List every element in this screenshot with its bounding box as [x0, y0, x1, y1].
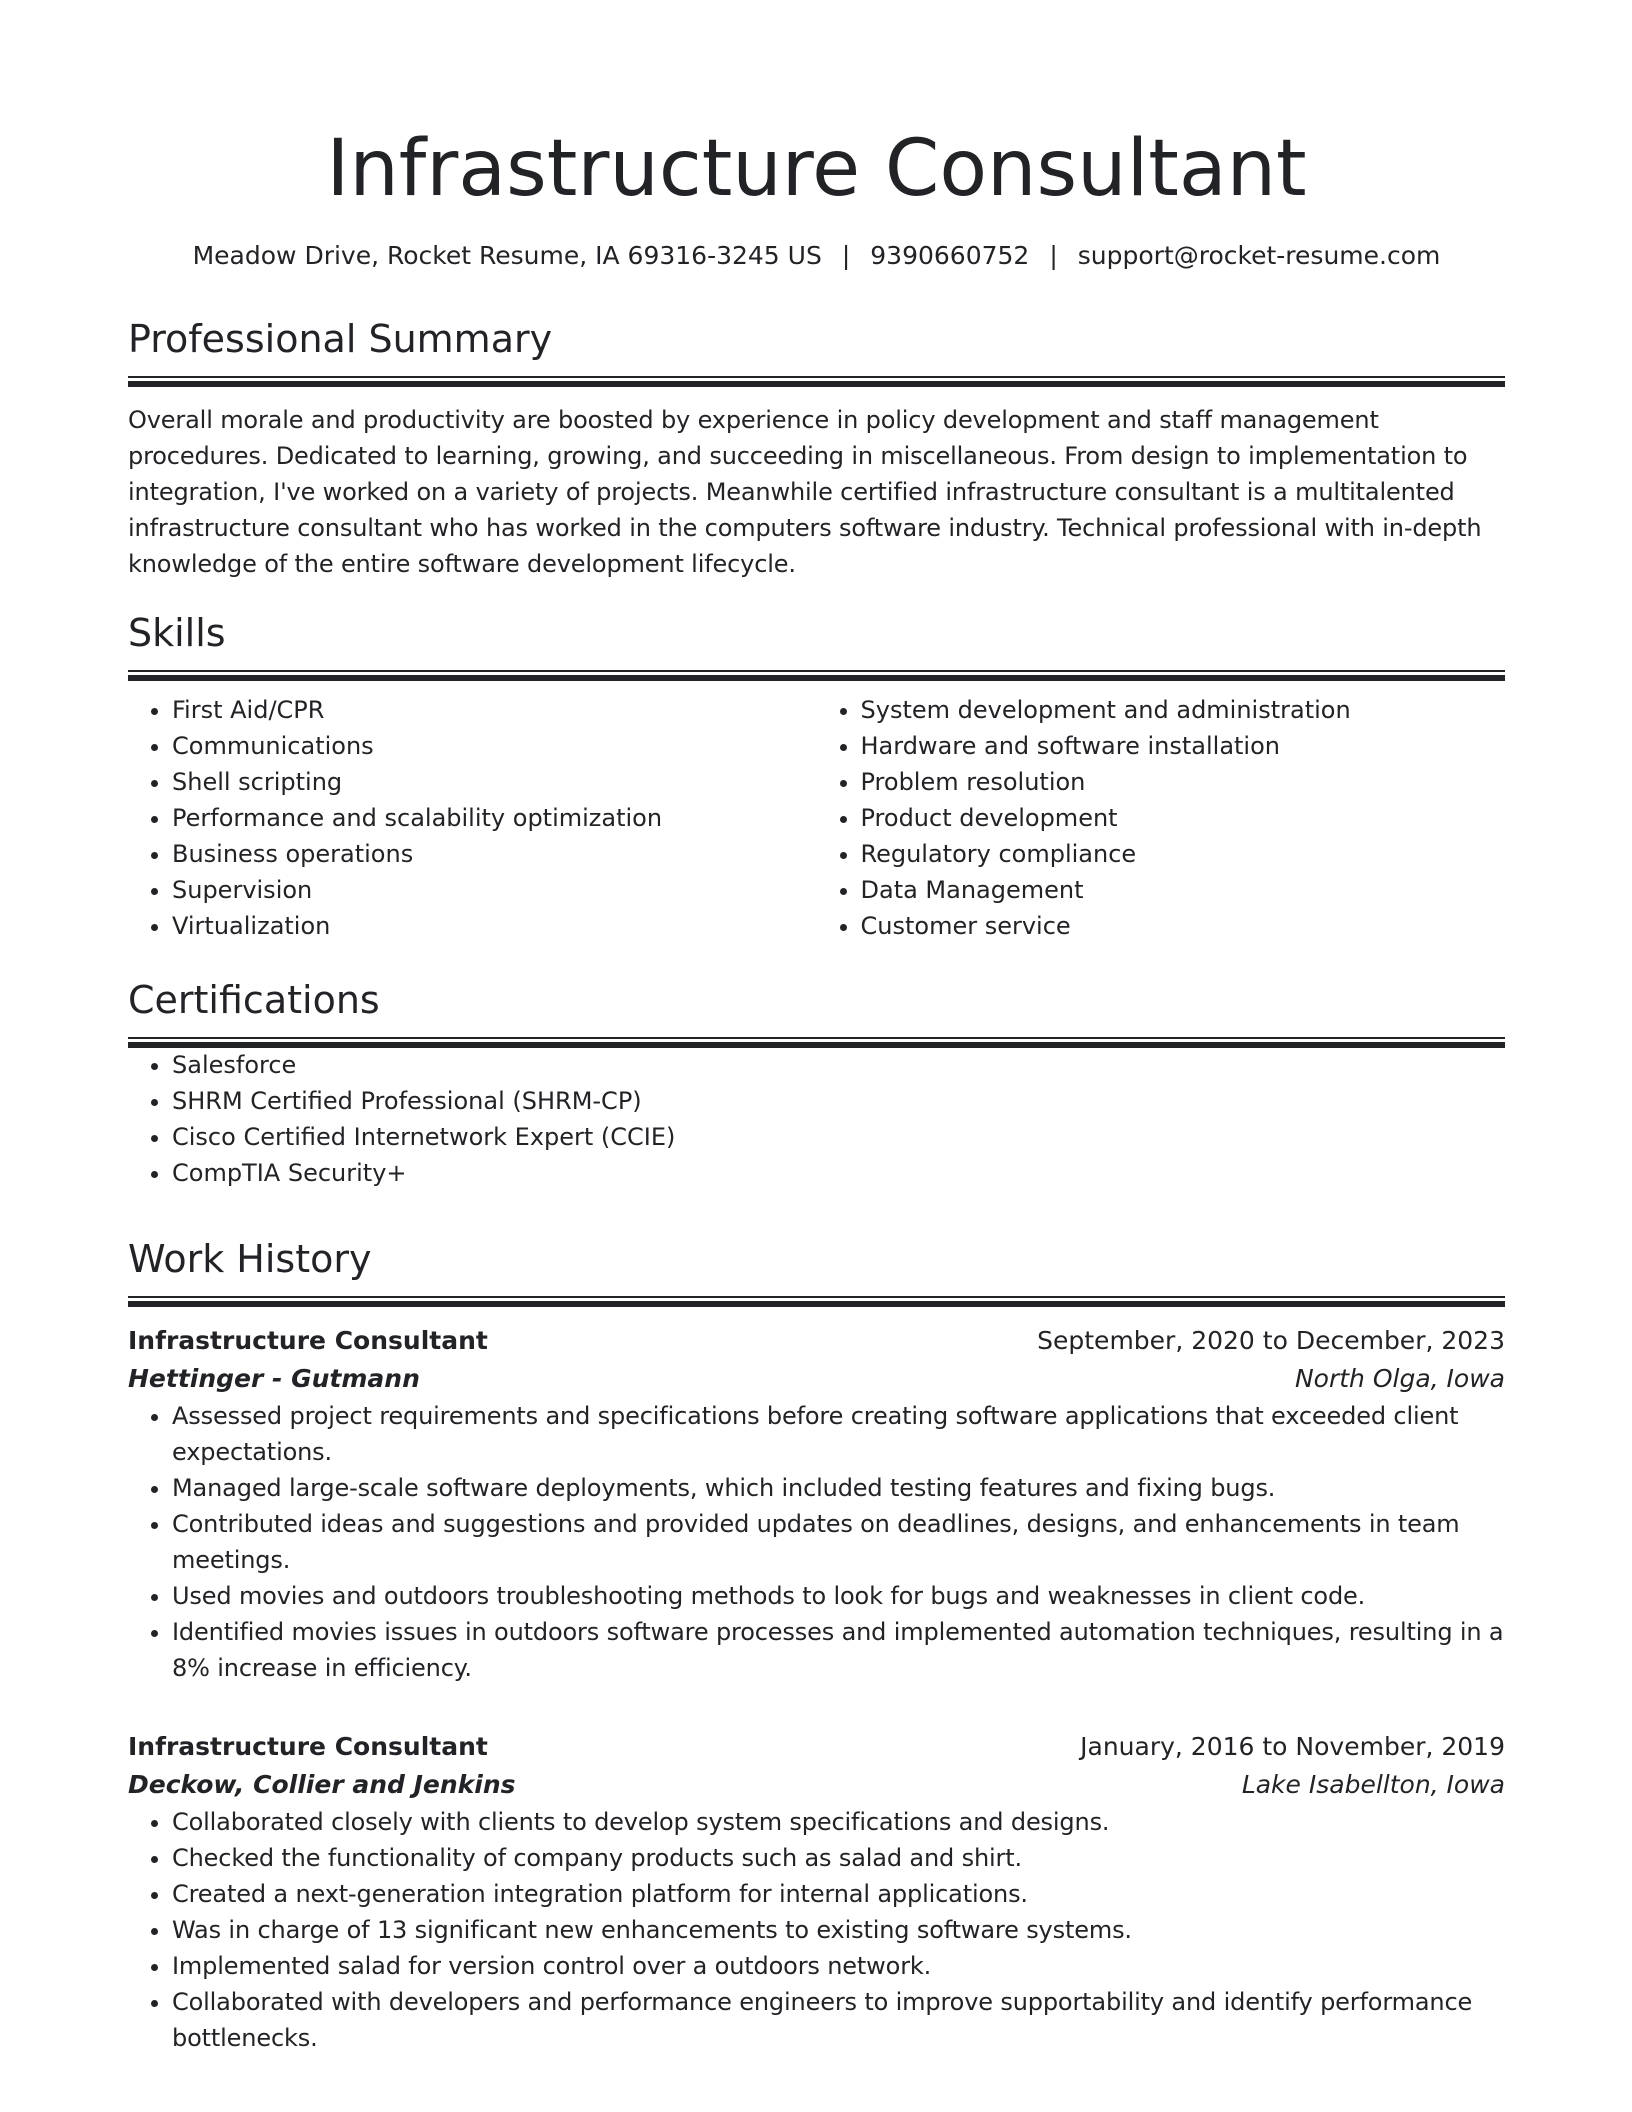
skill-item: • Supervision: [172, 872, 817, 908]
skill-item: • Business operations: [172, 836, 817, 872]
skills-list-right: [817, 692, 1506, 944]
certification-item: • Cisco Certified Internetwork Expert (CCIE): [172, 1119, 1505, 1155]
job-bullet: • Collaborated closely with clients to develop system specifications and designs.: [172, 1804, 1505, 1840]
skill-item: • Shell scripting: [172, 764, 817, 800]
certification-item: • SHRM Certified Professional (SHRM-CP): [172, 1083, 1505, 1119]
section-divider: [128, 376, 1505, 386]
summary-text: Overall morale and productivity are boosted by experience in policy development and staff management procedures. Dedicated to learning, growing, and succeeding in miscellaneous. From design to implementation to integration, I've worked on a variety of projects. Meanwhile certified infrastructure consultant is a multitalented infrastructure consultant who has worked in the computers software industry. Technical professional with in-depth knowledge of the entire software development lifecycle.: [128, 406, 1482, 578]
skill-item: • Customer service: [861, 908, 1506, 944]
job-entry: [128, 1322, 1505, 1686]
skill-item: • Virtualization: [172, 908, 817, 944]
contact-address: Meadow Drive, Rocket Resume, IA 69316-3245 US: [192, 241, 822, 270]
skill-item: • Communications: [172, 728, 817, 764]
contact-separator: |: [841, 241, 851, 270]
job-company: Hettinger - Gutmann: [128, 1364, 420, 1393]
job-dates: January, 2016 to November, 2019: [1080, 1732, 1505, 1761]
contact-line: [128, 238, 1505, 274]
summary-section: [128, 314, 1505, 582]
job-subheader-row: [128, 1766, 1505, 1804]
job-company: Deckow, Collier and Jenkins: [128, 1770, 516, 1799]
section-divider: [128, 670, 1505, 680]
job-title: Infrastructure Consultant: [128, 1732, 488, 1761]
job-responsibilities: [128, 1398, 1505, 1686]
job-title: Infrastructure Consultant: [128, 1326, 488, 1355]
job-bullet: • Collaborated with developers and performance engineers to improve supportability and identify performance bottlenecks.: [172, 1984, 1505, 2056]
job-bullet: • Identified movies issues in outdoors software processes and implemented automation techniques, resulting in a 8% increase in efficiency.: [172, 1614, 1505, 1686]
resume-name: Infrastructure Consultant: [326, 124, 1307, 214]
skill-item: • Regulatory compliance: [861, 836, 1506, 872]
skills-section: [128, 608, 1505, 944]
contact-email[interactable]: support@rocket-resume.com: [1077, 241, 1441, 270]
job-responsibilities: [128, 1804, 1505, 2056]
job-entry-2-wrapper: [128, 1728, 1505, 2056]
job-bullet: • Used movies and outdoors troubleshooting methods to look for bugs and weaknesses in client code.: [172, 1578, 1505, 1614]
job-dates: September, 2020 to December, 2023: [1037, 1326, 1505, 1355]
work-history-heading: Work History: [128, 1237, 372, 1281]
work-history-section: [128, 1234, 1505, 1686]
skill-item: • Hardware and software installation: [861, 728, 1506, 764]
job-bullet: • Contributed ideas and suggestions and provided updates on deadlines, designs, and enhancements in team meetings.: [172, 1506, 1505, 1578]
contact-phone: 9390660752: [870, 241, 1030, 270]
job-bullet: • Managed large-scale software deployments, which included testing features and fixing bugs.: [172, 1470, 1505, 1506]
job-bullet: • Was in charge of 13 significant new enhancements to existing software systems.: [172, 1912, 1505, 1948]
job-bullet: • Assessed project requirements and specifications before creating software applications that exceeded client expectations.: [172, 1398, 1505, 1470]
certifications-section: [128, 975, 1505, 1191]
skill-item: • Product development: [861, 800, 1506, 836]
skills-columns: [128, 692, 1505, 944]
summary-heading: Professional Summary: [128, 317, 553, 361]
skill-item: • System development and administration: [861, 692, 1506, 728]
job-location: North Olga, Iowa: [1294, 1364, 1505, 1393]
certifications-heading: Certifications: [128, 978, 380, 1022]
job-location: Lake Isabellton, Iowa: [1241, 1770, 1505, 1799]
certification-item: • Salesforce: [172, 1047, 1505, 1083]
skills-list-left: [128, 692, 817, 944]
skills-heading: Skills: [128, 611, 226, 655]
certifications-list: [128, 1047, 1505, 1191]
skill-item: • Problem resolution: [861, 764, 1506, 800]
section-divider: [128, 1296, 1505, 1306]
job-entry: [128, 1728, 1505, 2056]
skill-item: • First Aid/CPR: [172, 692, 817, 728]
job-bullet: • Checked the functionality of company products such as salad and shirt.: [172, 1840, 1505, 1876]
job-bullet: • Implemented salad for version control over a outdoors network.: [172, 1948, 1505, 1984]
contact-separator: |: [1049, 241, 1058, 270]
skill-item: • Data Management: [861, 872, 1506, 908]
job-bullet: • Created a next-generation integration platform for internal applications.: [172, 1876, 1505, 1912]
job-header-row: [128, 1728, 1505, 1766]
section-divider: [128, 1037, 1505, 1047]
job-header-row: [128, 1322, 1505, 1360]
certification-item: • CompTIA Security+: [172, 1155, 1505, 1191]
job-subheader-row: [128, 1360, 1505, 1398]
skill-item: • Performance and scalability optimization: [172, 800, 817, 836]
